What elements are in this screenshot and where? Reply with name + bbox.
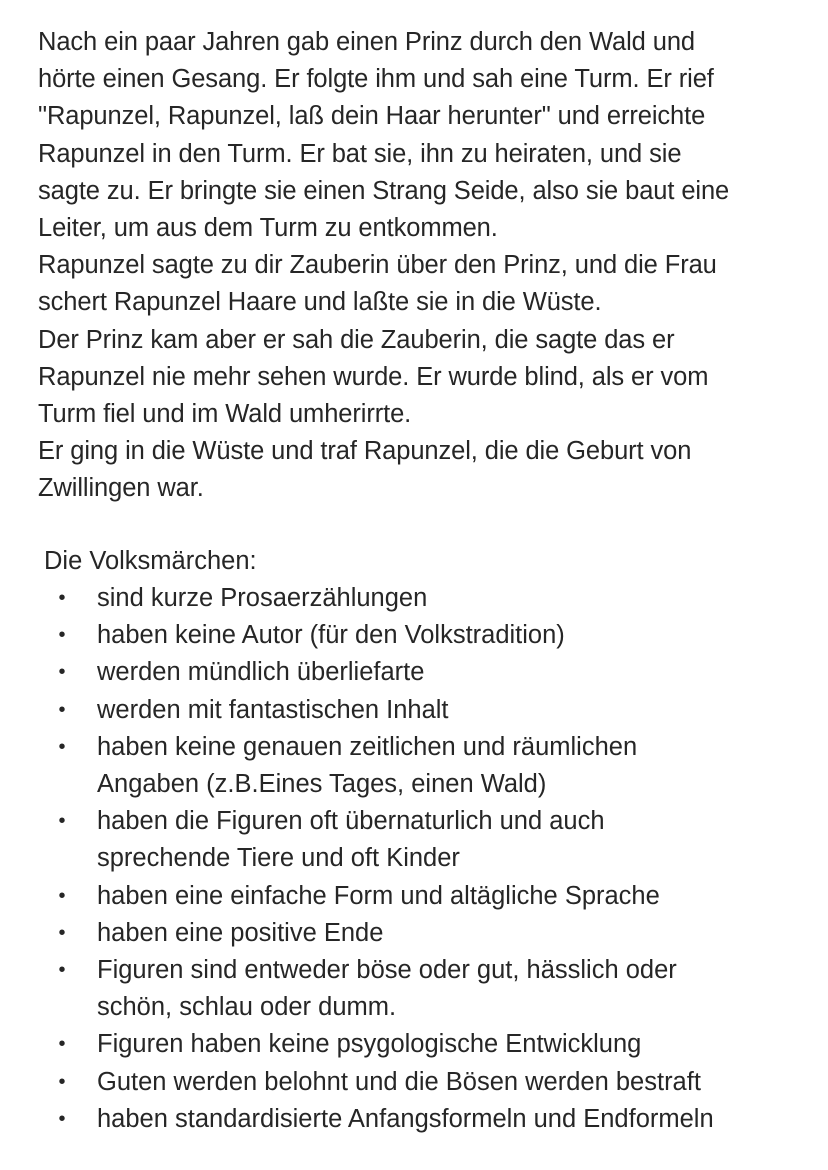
list-item-text: Figuren sind entweder böse oder gut, hässlich oder schön, schlau oder dumm. — [97, 956, 677, 1022]
list-item-text: werden mündlich überliefarte — [97, 658, 425, 687]
bullet-icon: • — [58, 661, 66, 684]
list-item-text: werden mit fantastischen Inhalt — [97, 695, 449, 724]
list-item — [0, 915, 828, 952]
list-item — [0, 1026, 828, 1063]
list-item-text: haben eine einfache Form und altägliche Sprache — [97, 881, 660, 910]
list-item — [0, 654, 828, 691]
list-item — [0, 952, 828, 1026]
list-item-text: haben keine genauen zeitlichen und räumlichen Angaben (z.B.Eines Tages, einen Wald) — [97, 732, 638, 799]
list-item — [0, 803, 828, 877]
bullet-icon: • — [58, 698, 66, 721]
story-text — [38, 24, 818, 508]
story-paragraph-4: Er ging in die Wüste und traf Rapunzel, die die Geburt von Zwillingen war. — [38, 437, 692, 503]
list-item-text: Guten werden belohnt und die Bösen werden bestraft — [97, 1067, 701, 1096]
bullet-icon: • — [58, 1033, 66, 1056]
bullet-icon: • — [58, 1070, 66, 1093]
bullet-icon: • — [58, 959, 66, 982]
story-paragraph-2: Rapunzel sagte zu dir Zauberin über den Prinz, und die Frau schert Rapunzel Haare und laßte sie in die Wüste. — [38, 251, 717, 317]
list-item-text: haben keine Autor (für den Volkstradition) — [97, 621, 565, 650]
bullet-icon: • — [58, 735, 66, 758]
bullet-icon: • — [58, 921, 66, 944]
features-list — [0, 580, 828, 1138]
bullet-icon: • — [58, 810, 66, 833]
list-item-text: haben eine positive Ende — [97, 918, 384, 947]
bullet-icon: • — [58, 587, 66, 609]
list-item-text: Figuren haben keine psygologische Entwicklung — [97, 1030, 642, 1059]
list-item-text: haben standardisierte Anfangsformeln und Endformeln — [97, 1104, 714, 1133]
story-paragraph-1: Nach ein paar Jahren gab einen Prinz durch den Wald und hörte einen Gesang. Er folgte ihm und sah eine Turm. Er rief "Rapunzel, Rapunzel, laß dein Haar herunter" und erreichte Rapunzel in den Turm. Er bat sie, ihn zu heiraten, und sie sagte zu. Er bringte sie einen Strang Seide, also sie baut eine Leiter, um aus dem Turm zu entkommen. — [38, 28, 730, 243]
bullet-icon: • — [58, 1107, 66, 1130]
list-item-text: sind kurze Prosaerzählungen — [97, 584, 428, 612]
bullet-icon: • — [58, 884, 66, 907]
list-item — [0, 1064, 828, 1101]
list-heading: Die Volksmärchen: — [44, 547, 257, 575]
list-item — [0, 729, 828, 803]
bullet-icon: • — [58, 624, 66, 647]
list-item — [0, 617, 828, 654]
list-item — [0, 1101, 828, 1138]
list-item — [0, 692, 828, 729]
list-item-text: haben die Figuren oft übernaturlich und auch sprechende Tiere und oft Kinder — [97, 807, 605, 873]
story-paragraph-3: Der Prinz kam aber er sah die Zauberin, die sagte das er Rapunzel nie mehr sehen wurde. Er wurde blind, als er vom Turm fiel und im Wald umherirrte. — [38, 325, 709, 429]
list-item — [0, 580, 828, 617]
list-item — [0, 878, 828, 915]
